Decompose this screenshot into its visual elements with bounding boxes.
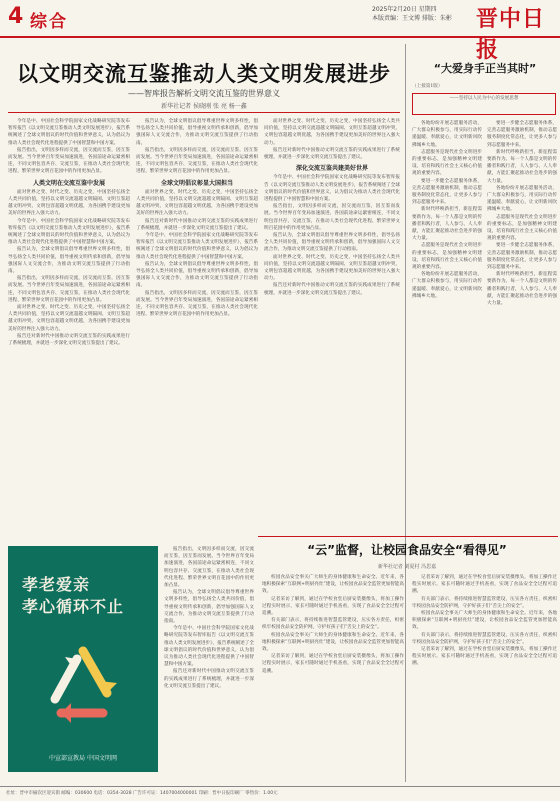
main-paragraph: 报告还对新时代中国推动文明交流互鉴的实践成果进行了系统梳理，并就进一步深化文明交流互鉴提出了建议。 (264, 283, 400, 296)
section-title: 综合 (30, 12, 68, 32)
food-col-2 (412, 574, 557, 780)
commentary-note: （上接第1版） (412, 84, 443, 89)
date-line: 2025年2月20日 星期四 (372, 6, 437, 13)
food-paragraph: 记者采访了解到，通过在学校食堂后厨安装摄像头，将加工操作过程实时展示，家长可随时通过手机查看，实现了食品安全全过程可追溯。 (412, 575, 557, 595)
main-paragraph: 报告认为，全球文明倡议倡导尊重世界文明多样性，倡导弘扬全人类共同价值，倡导重视文明传承和创新，倡导加强国际人文交流合作，为推动文明交流互鉴提供了行动指南。 (136, 119, 258, 146)
section-head: 人类文明在交流互鉴中发展 (32, 179, 105, 187)
commentary-paragraph: 各地纷纷开展志愿服务活动，广大群众积极参与，用实际行动传递温暖、奉献爱心，让文明新风吹拂城乡大地。 (412, 121, 482, 148)
main-article-col-4 (164, 546, 254, 778)
section-head: 全球文明倡议彰显大国担当 (160, 179, 233, 187)
main-subhead: ——智库报告解析文明交流互鉴的世界意义 (128, 89, 280, 98)
section-head: 深化交流互鉴共建美好世界 (295, 165, 368, 173)
main-paragraph: 报告指出，文明因多样而交流，因交流而互鉴，因互鉴而发展。当今世界百年变局加速演进，各国前途命运紧密相连，不同文明包容共存、交流互鉴，在推动人类社会现代化进程、繁荣世界文明百花园中的作用更加凸显。 (136, 290, 258, 318)
food-paragraph: 校园食品安全事关广大师生的身体健康和生命安全。近年来，各地积极探索“互联网+明厨亮灶”建设，让校园食品安全监管更加智能高效。 (262, 632, 404, 653)
food-byline: 新华社记者 刘夏村 冯思嘉 (377, 564, 437, 570)
main-paragraph: 面对世界之变、时代之变、历史之变，中国坚持弘扬全人类共同价值，坚持以文明交流超越文明隔阂、文明互鉴超越文明冲突、文明包容超越文明优越，为各国携手建设更加美好的世界注入强大动力。 (8, 305, 130, 332)
main-paragraph: 报告还对新时代中国推动文明交流互鉴的实践成果进行了系统梳理，并就进一步深化文明交流互鉴提出了建议。 (8, 333, 130, 347)
main-paragraph: 报告认为，全球文明倡议倡导尊重世界文明多样性，倡导弘扬全人类共同价值，倡导重视文明传承和创新，倡导加强国际人文交流合作，为推动文明交流互鉴提供了行动指南。 (136, 261, 258, 289)
main-paragraph: 今年是中、中国社会科学院国家文化战略研究院等发布智库报告《以文明交流互鉴推动人类文明发展进步》，报告系统阐述了全球文明倡议的时代价值和世界意义，认为倡议为推动人类社会现代化进程提供了中国智慧和中国方案。 (264, 175, 400, 203)
commentary-quote-box (412, 93, 556, 115)
main-headline: 以文明交流互鉴推动人类文明发展进步 (17, 62, 391, 86)
main-article-col-3 (264, 118, 400, 538)
main-paragraph: 面对世界之变、时代之变、历史之变，中国坚持弘扬全人类共同价值，坚持以文明交流超越文明隔阂、文明互鉴超越文明冲突、文明包容超越文明优越，为各国携手建设更加美好的世界注入强大动力。 (8, 189, 130, 217)
main-paragraph: 今年是中、中国社会科学院国家文化战略研究院等发布智库报告《以文明交流互鉴推动人类文明发展进步》，报告系统阐述了全球文明倡议的时代价值和世界意义，认为倡议为推动人类社会现代化进程提供了中国智慧和中国方案。 (136, 233, 258, 260)
commentary-quote: ——坚持以人民为中心的发展思想 (449, 96, 519, 101)
main-paragraph: 报告指出，文明因多样而交流，因交流而互鉴，因互鉴而发展。当今世界百年变局加速演进，各国前途命运紧密相连，不同文明包容共存、交流互鉴，在推动人类社会现代化进程、繁荣世界文明百花园中的作用更加凸显。 (264, 204, 400, 231)
food-col-1 (262, 574, 404, 780)
psa-line-1: 孝老爱亲 (22, 575, 91, 594)
commentary-col-1 (412, 120, 482, 532)
commentary-paragraph: 要进一步健全志愿服务体系，完善志愿服务激励机制，推动志愿服务制度化常态化，让更多人参与到志愿服务中来。 (487, 243, 557, 271)
main-paragraph: 报告指出，文明因多样而交流，因交流而互鉴，因互鉴而发展。当今世界百年变局加速演进，各国前途命运紧密相连，不同文明包容共存、交流互鉴，在推动人类社会现代化进程、繁荣世界文明百花园中的作用更加凸显。 (8, 276, 130, 303)
main-paragraph: 报告指出，文明因多样而交流，因交流而互鉴，因互鉴而发展。当今世界百年变局加速演进，各国前途命运紧密相连，不同文明包容共存、交流互鉴，在推动人类社会现代化进程、繁荣世界文明百花园中的作用更加凸显。 (8, 147, 130, 175)
main-paragraph: 面对世界之变、时代之变、历史之变，中国坚持弘扬全人类共同价值，坚持以文明交流超越文明隔阂、文明互鉴超越文明冲突、文明包容超越文明优越，为各国携手建设更加美好的世界注入强大动力。 (264, 119, 400, 146)
main-paragraph: 今年是中、中国社会科学院国家文化战略研究院等发布智库报告《以文明交流互鉴推动人类文明发展进步》，报告系统阐述了全球文明倡议的时代价值和世界意义，认为倡议为推动人类社会现代化进程提供了中国智慧和中国方案。 (8, 119, 130, 146)
food-paragraph: 记者采访了解到，通过在学校食堂后厨安装摄像头，将加工操作过程实时展示，家长可随时通过手机查看，实现了食品安全全过程可追溯。 (412, 647, 557, 667)
main-paragraph: 报告认为，全球文明倡议倡导尊重世界文明多样性，倡导弘扬全人类共同价值，倡导重视文明传承和创新，倡导加强国际人文交流合作，为推动文明交流互鉴提供了行动指南。 (264, 233, 400, 253)
commentary-headline: “大爱身手正当其时” (433, 62, 537, 75)
main-paragraph: 面对世界之变、时代之变、历史之变，中国坚持弘扬全人类共同价值，坚持以文明交流超越文明隔阂、文明互鉴超越文明冲突、文明包容超越文明优越，为各国携手建设更加美好的世界注入强大动力。 (136, 189, 258, 217)
commentary-paragraph: 要进一步健全志愿服务体系，完善志愿服务激励机制，推动志愿服务制度化常态化，让更多人参与到志愿服务中来。 (487, 121, 557, 148)
main-paragraph: 今年是中、中国社会科学院国家文化战略研究院等发布智库报告《以文明交流互鉴推动人类文明发展进步》，报告系统阐述了全球文明倡议的时代价值和世界意义，认为倡议为推动人类社会现代化进程提供了中国智慧和中国方案。 (164, 626, 254, 668)
recycle-icon (33, 641, 133, 731)
main-article-col-2 (136, 118, 258, 538)
main-paragraph: 报告指出，文明因多样而交流，因交流而互鉴，因互鉴而发展。当今世界百年变局加速演进，各国前途命运紧密相连，不同文明包容共存、交流互鉴，在推动人类社会现代化进程、繁荣世界文明百花园中的作用更加凸显。 (136, 147, 258, 175)
commentary-paragraph: 志愿服务是现代社会文明进步的重要标志，是加强精神文明建设、培育和践行社会主义核心价值观的重要内容。 (412, 149, 482, 177)
commentary-paragraph: 志愿服务是现代社会文明进步的重要标志，是加强精神文明建设、培育和践行社会主义核心价值观的重要内容。 (487, 214, 557, 242)
main-paragraph: 报告还对新时代中国推动文明交流互鉴的实践成果进行了系统梳理，并就进一步深化文明交流互鉴提出了建议。 (164, 669, 254, 689)
food-paragraph: 有关部门表示，将持续推进智慧监管建设，压实各方责任，织密织牢校园食品安全防护网，守护好孩子们“舌尖上的安全”。 (262, 618, 404, 631)
food-paragraph: 记者采访了解到，通过在学校食堂后厨安装摄像头，将加工操作过程实时展示，家长可随时通过手机查看，实现了食品安全全过程可追溯。 (262, 654, 404, 674)
psa-credit: 中宣部宣教局 中国文明网 (49, 755, 117, 762)
main-article-col-1 (8, 118, 130, 538)
main-paragraph: 面对世界之变、时代之变、历史之变，中国坚持弘扬全人类共同价值，坚持以文明交流超越文明隔阂、文明互鉴超越文明冲突、文明包容超越文明优越，为各国携手建设更加美好的世界注入强大动力。 (264, 254, 400, 282)
main-paragraph: 报告指出，文明因多样而交流，因交流而互鉴，因互鉴而发展。当今世界百年变局加速演进，各国前途命运紧密相连，不同文明包容共存、交流互鉴，在推动人类社会现代化进程、繁荣世界文明百花园中的作用更加凸显。 (164, 547, 254, 589)
issue-info (372, 5, 452, 23)
commentary-col-2 (487, 120, 557, 532)
commentary-paragraph: 要进一步健全志愿服务体系，完善志愿服务激励机制，推动志愿服务制度化常态化，让更多人参与到志愿服务中来。 (412, 178, 482, 206)
main-paragraph: 报告还对新时代中国推动文明交流互鉴的实践成果进行了系统梳理，并就进一步深化文明交流互鉴提出了建议。 (136, 218, 258, 231)
column-divider (405, 44, 406, 782)
main-paragraph: 报告认为，全球文明倡议倡导尊重世界文明多样性，倡导弘扬全人类共同价值，倡导重视文明传承和创新，倡导加强国际人文交流合作，为推动文明交流互鉴提供了行动指南。 (164, 590, 254, 625)
main-byline: 新华社记者 侯晓刚 张 亮 杨一鑫 (161, 103, 247, 110)
editor-line: 本版责编：王文博 排版：朱彬 (372, 15, 452, 22)
psa-poster (8, 546, 158, 772)
commentary-paragraph: 各地纷纷开展志愿服务活动，广大群众积极参与，用实际行动传递温暖、奉献爱心，让文明新风吹拂城乡大地。 (412, 272, 482, 299)
food-paragraph: 校园食品安全事关广大师生的身体健康和生命安全。近年来，各地积极探索“互联网+明厨亮灶”建设，让校园食品安全监管更加智能高效。 (262, 575, 404, 595)
commentary-paragraph: 新时代呼唤新担当，新征程需要新作为。每一个人都是文明的传播者和践行者，人人参与、人人奉献，方能汇聚起推动社会进步的强大力量。 (487, 149, 557, 184)
commentary-paragraph: 志愿服务是现代社会文明进步的重要标志，是加强精神文明建设、培育和践行社会主义核心价值观的重要内容。 (412, 243, 482, 271)
commentary-paragraph: 新时代呼唤新担当，新征程需要新作为。每一个人都是文明的传播者和践行者，人人参与、人人奉献，方能汇聚起推动社会进步的强大力量。 (487, 272, 557, 307)
headline-divider (8, 112, 400, 113)
food-paragraph: 有关部门表示，将持续推进智慧监管建设，压实各方责任，织密织牢校园食品安全防护网，守护好孩子们“舌尖上的安全”。 (412, 632, 557, 645)
commentary-paragraph: 各地纷纷开展志愿服务活动，广大群众积极参与，用实际行动传递温暖、奉献爱心，让文明新风吹拂城乡大地。 (487, 185, 557, 213)
food-paragraph: 记者采访了解到，通过在学校食堂后厨安装摄像头，将加工操作过程实时展示，家长可随时通过手机查看，实现了食品安全全过程可追溯。 (262, 596, 404, 617)
psa-line-2: 孝心循环不止 (22, 597, 125, 616)
main-paragraph: 今年是中、中国社会科学院国家文化战略研究院等发布智库报告《以文明交流互鉴推动人类文明发展进步》，报告系统阐述了全球文明倡议的时代价值和世界意义，认为倡议为推动人类社会现代化进程提供了中国智慧和中国方案。 (8, 218, 130, 246)
food-paragraph: 有关部门表示，将持续推进智慧监管建设，压实各方责任，织密织牢校园食品安全防护网，守护好孩子们“舌尖上的安全”。 (412, 596, 557, 609)
page-number: 4 (8, 4, 24, 29)
main-paragraph: 报告还对新时代中国推动文明交流互鉴的实践成果进行了系统梳理，并就进一步深化文明交流互鉴提出了建议。 (264, 147, 400, 161)
commentary-paragraph: 新时代呼唤新担当，新征程需要新作为。每一个人都是文明的传播者和践行者，人人参与、人人奉献，方能汇聚起推动社会进步的强大力量。 (412, 207, 482, 242)
masthead (0, 0, 560, 63)
food-headline: “云”监督，让校园食品安全“看得见” (307, 543, 507, 557)
food-article-rule (258, 536, 558, 537)
paper-name: 晋中日报 (476, 6, 546, 63)
food-paragraph: 校园食品安全事关广大师生的身体健康和生命安全。近年来，各地积极探索“互联网+明厨亮灶”建设，让校园食品安全监管更加智能高效。 (412, 611, 557, 631)
page-footer: 社址：晋中市榆次区迎宾街 邮编：030600 电话：0354-3028 广告许可证：1407004000001 印刷：晋中日报印刷厂 零售价：1.00元 (0, 786, 560, 801)
main-paragraph: 报告认为，全球文明倡议倡导尊重世界文明多样性，倡导弘扬全人类共同价值，倡导重视文明传承和创新，倡导加强国际人文交流合作，为推动文明交流互鉴提供了行动指南。 (8, 247, 130, 275)
psa-slogan (22, 574, 124, 618)
